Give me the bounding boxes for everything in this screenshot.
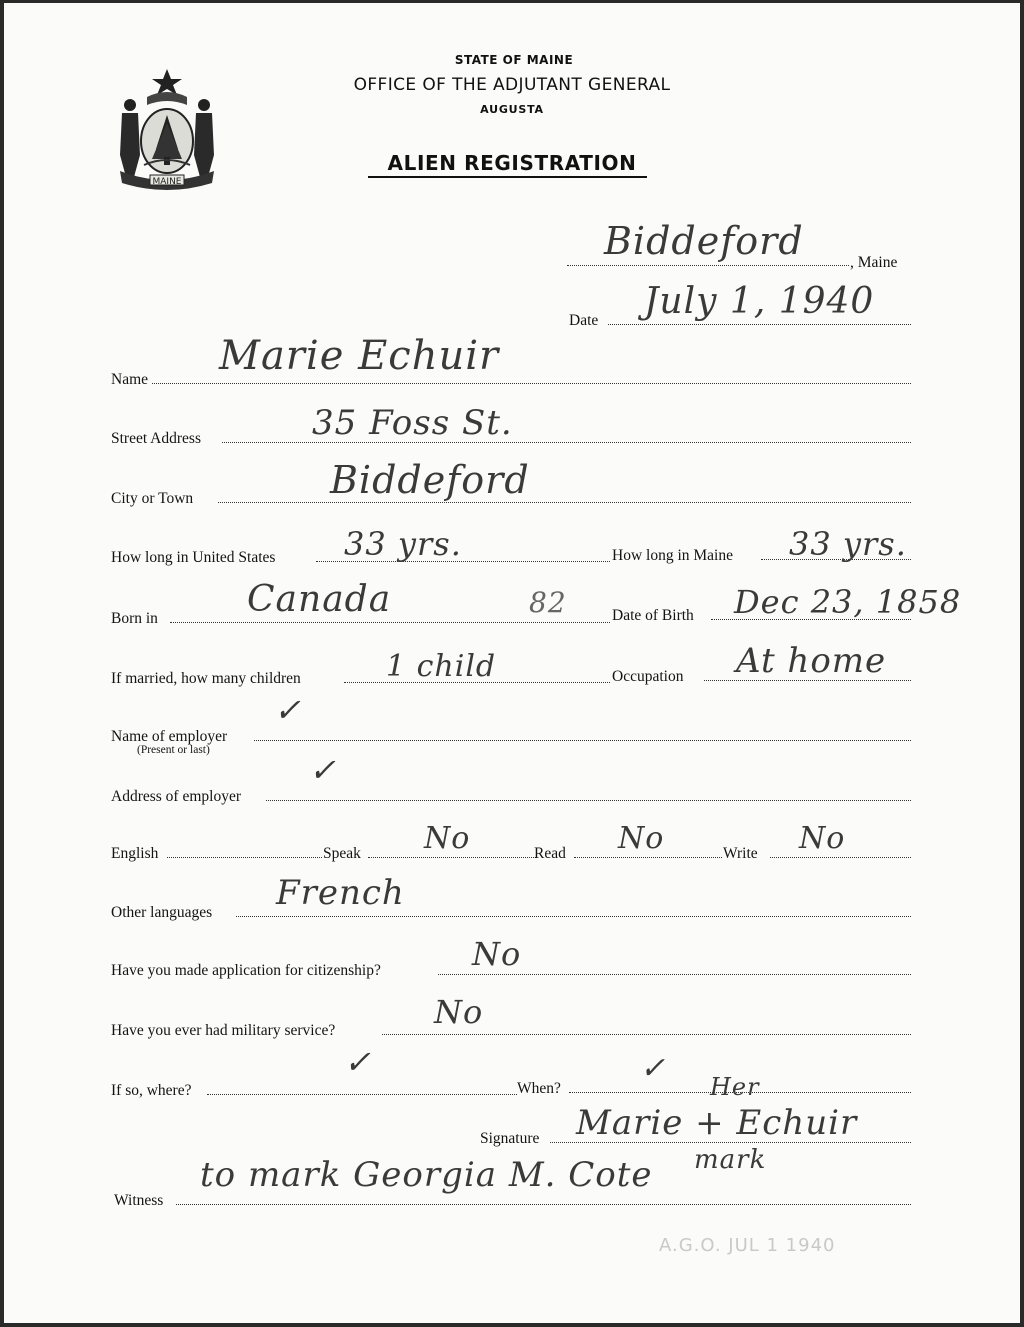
city-line xyxy=(218,502,911,503)
military-line xyxy=(382,1034,911,1035)
city-label: City or Town xyxy=(111,490,194,507)
employer-line xyxy=(254,740,911,741)
city-entry: Biddeford xyxy=(330,458,530,502)
military-entry: No xyxy=(434,993,484,1031)
date-entry: July 1, 1940 xyxy=(644,281,875,322)
city-heading: AUGUSTA xyxy=(480,103,544,116)
how-long-us-label: How long in United States xyxy=(111,549,276,566)
how-long-maine-label: How long in Maine xyxy=(612,547,733,564)
write-line xyxy=(770,857,911,858)
title-underline xyxy=(368,176,647,178)
where-check: ✓ xyxy=(344,1043,372,1081)
children-label: If married, how many children xyxy=(111,670,301,687)
witness-line xyxy=(176,1204,911,1205)
when-check: ✓ xyxy=(640,1051,667,1086)
street-entry: 35 Foss St. xyxy=(312,403,513,443)
state-heading: STATE OF MAINE xyxy=(454,53,574,67)
dob-entry: Dec 23, 1858 xyxy=(734,583,962,621)
name-entry: Marie Echuir xyxy=(219,333,500,379)
received-stamp: A.G.O. JUL 1 1940 xyxy=(659,1235,836,1256)
military-label: Have you ever had military service? xyxy=(111,1022,336,1039)
employer-sublabel: (Present or last) xyxy=(137,744,210,756)
employer-address-line xyxy=(266,800,911,801)
employer-check: ✓ xyxy=(274,691,302,729)
read-label: Read xyxy=(534,845,566,862)
citizenship-line xyxy=(438,974,911,975)
occupation-entry: At home xyxy=(736,641,887,681)
svg-text:MAINE: MAINE xyxy=(152,177,182,187)
signature-entry: Marie + Echuir xyxy=(576,1103,858,1143)
street-label: Street Address xyxy=(111,430,201,447)
witness-label: Witness xyxy=(114,1192,164,1209)
office-heading: OFFICE OF THE ADJUTANT GENERAL xyxy=(353,75,671,95)
speak-line xyxy=(368,857,536,858)
speak-entry: No xyxy=(424,821,471,856)
dob-label: Date of Birth xyxy=(612,607,694,624)
where-label: If so, where? xyxy=(111,1082,192,1099)
citizenship-label: Have you made application for citizenship? xyxy=(111,962,381,979)
when-label: When? xyxy=(517,1080,561,1097)
name-label: Name xyxy=(111,371,149,388)
employer-address-label: Address of employer xyxy=(111,788,241,805)
speak-label: Speak xyxy=(323,845,361,862)
how-long-maine-entry: 33 yrs. xyxy=(789,525,907,563)
town-entry: Biddeford xyxy=(604,219,804,263)
registration-form-page xyxy=(4,3,1020,1323)
employer-address-check: ✓ xyxy=(309,751,337,789)
other-languages-label: Other languages xyxy=(111,904,213,921)
maine-label: , Maine xyxy=(850,254,898,271)
other-languages-entry: French xyxy=(276,873,405,913)
born-in-line xyxy=(170,622,610,623)
other-languages-line xyxy=(236,916,911,917)
date-label: Date xyxy=(569,312,599,329)
signature-mark: mark xyxy=(694,1145,767,1175)
write-label: Write xyxy=(723,845,758,862)
citizenship-entry: No xyxy=(472,935,522,973)
read-entry: No xyxy=(618,821,665,856)
born-in-label: Born in xyxy=(111,610,158,627)
date-line xyxy=(608,324,911,325)
form-title: ALIEN REGISTRATION xyxy=(387,151,637,175)
town-line xyxy=(567,265,849,266)
employer-label: Name of employer xyxy=(111,728,228,745)
read-line xyxy=(574,857,722,858)
born-in-entry: Canada xyxy=(247,579,392,620)
name-line xyxy=(152,383,911,384)
age-entry: 82 xyxy=(529,586,567,619)
write-entry: No xyxy=(799,821,846,856)
where-line xyxy=(207,1094,517,1095)
children-entry: 1 child xyxy=(386,649,497,684)
occupation-label: Occupation xyxy=(612,668,684,685)
signature-label: Signature xyxy=(480,1130,540,1147)
how-long-us-entry: 33 yrs. xyxy=(344,525,462,563)
english-line xyxy=(167,857,322,858)
signature-her: Her xyxy=(710,1073,760,1101)
english-label: English xyxy=(111,845,159,862)
witness-entry: to mark Georgia M. Cote xyxy=(200,1155,653,1195)
